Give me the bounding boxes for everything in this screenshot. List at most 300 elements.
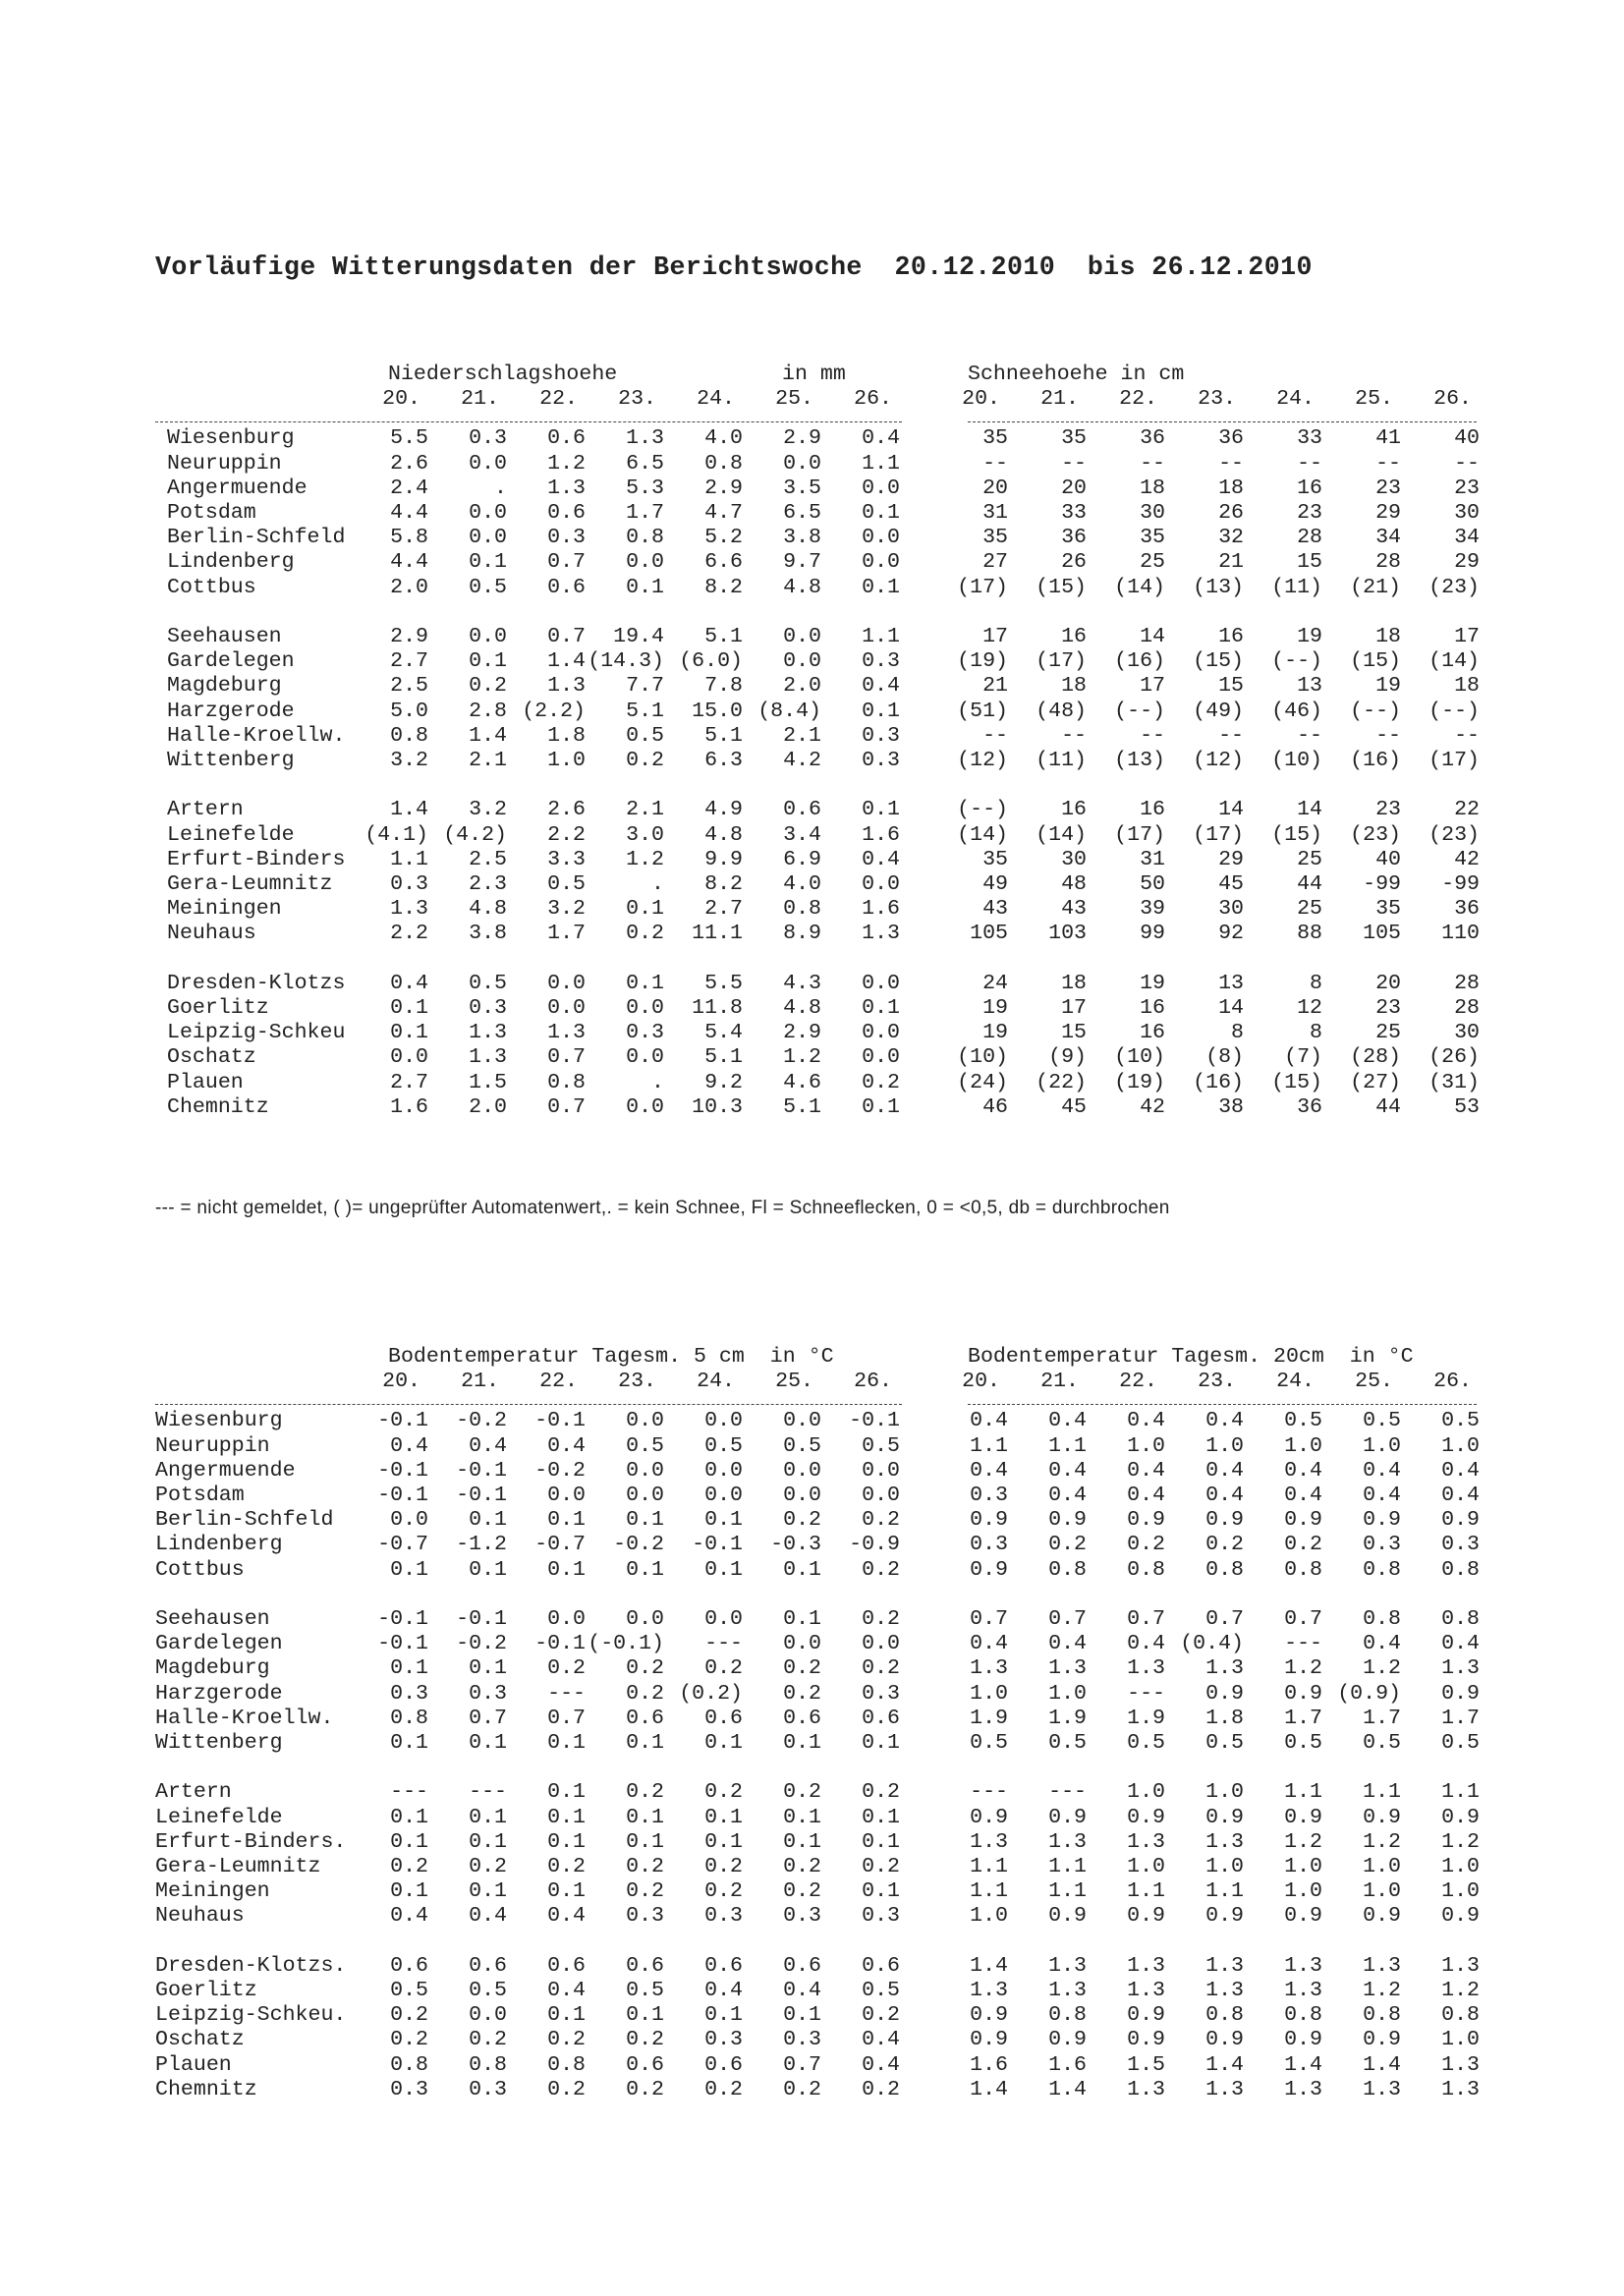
station-name: Dresden-Klotzs [167,971,346,995]
value-cell: 0.2 [862,1070,900,1094]
value-cell: 1.1 [1441,1780,1480,1805]
value-cell: 26 [1061,550,1087,575]
value-cell: 1.2 [1363,1979,1401,2002]
value-cell: (--) [1271,649,1322,674]
value-cell: 15 [1297,550,1322,575]
station-name: Neuruppin [167,451,282,476]
station-name: Cottbus [167,575,256,599]
value-cell: 0.1 [390,1805,428,1829]
value-cell: 0.2 [783,1879,821,1904]
value-cell: (23) [1428,822,1480,847]
value-cell: 1.3 [970,1656,1008,1681]
value-cell: 25 [1297,847,1322,871]
day-label: 20. [962,1370,1000,1394]
value-cell: 1.3 [1048,1953,1087,1978]
station-name: Wiesenburg [155,1409,283,1433]
value-cell: 3.2 [547,897,586,922]
value-cell: 0.5 [1441,1731,1480,1755]
value-cell: 0.1 [390,1021,428,1045]
table-row [0,526,1624,550]
value-cell: 0.2 [704,1780,743,1805]
value-cell: 1.2 [1284,1829,1322,1854]
value-cell: 0.2 [862,1607,900,1631]
value-cell: 17 [1454,625,1480,648]
value-cell: 0.1 [626,1557,664,1582]
value-cell: 0.1 [547,1557,586,1582]
value-cell: 31 [1140,847,1165,871]
value-cell: 1.6 [862,822,900,847]
table-row [0,625,1624,649]
value-cell: 1.1 [1205,1879,1244,1904]
day-label: 26. [854,387,892,412]
value-cell: (24) [957,1070,1008,1094]
value-cell: 1.1 [862,451,900,476]
value-cell: 0.2 [626,1879,664,1904]
table-row [0,1558,1624,1583]
value-cell: 0.0 [626,550,664,575]
value-cell: 0.9 [1363,1805,1401,1829]
value-cell: 20 [1375,971,1401,995]
value-cell: 0.1 [862,575,900,599]
value-cell: -- [1297,451,1322,476]
value-cell: 0.0 [862,526,900,550]
value-cell: 32 [1218,526,1244,550]
value-cell: 10.3 [692,1094,743,1119]
left-group-header: Bodentemperatur Tagesm. 5 cm in °C [388,1345,834,1369]
value-cell: 1.3 [1127,1656,1165,1681]
value-cell: 0.2 [1205,1533,1244,1557]
value-cell: 0.2 [704,1879,743,1904]
value-cell: (8) [1205,1045,1244,1070]
value-cell: 0.9 [1127,1904,1165,1929]
value-cell: 25 [1297,897,1322,922]
value-cell: 0.1 [783,1731,821,1755]
value-cell: 0.8 [1284,1557,1322,1582]
value-cell: --- [1048,1780,1087,1805]
value-cell: 110 [1441,922,1480,946]
table-row [0,1071,1624,1095]
value-cell: 17 [1061,996,1087,1020]
value-cell: 29 [1218,847,1244,871]
value-cell: 0.1 [547,2003,586,2028]
value-cell: (12) [1193,749,1244,772]
station-name: Artern [155,1780,232,1805]
day-label: 22. [1119,1370,1157,1394]
value-cell: 35 [1140,526,1165,550]
value-cell: (23) [1428,575,1480,599]
value-cell: (15) [1193,649,1244,674]
day-label: 23. [618,387,656,412]
station-name: Neuhaus [155,1904,245,1929]
table-row [0,501,1624,526]
value-cell: 0.2 [390,1855,428,1878]
value-cell: 0.9 [970,1508,1008,1533]
value-cell: 0.1 [547,1805,586,1829]
value-cell: 1.6 [970,2052,1008,2077]
value-cell: 0.3 [862,649,900,674]
station-name: Erfurt-Binders [167,847,346,871]
value-cell: 1.3 [1127,1953,1165,1978]
table-row [0,848,1624,872]
table-row [0,1484,1624,1508]
value-cell: 0.0 [862,1458,900,1483]
value-cell: 20 [982,476,1008,500]
value-cell: 4.9 [704,798,743,822]
value-cell: 0.2 [626,1855,664,1878]
station-name: Potsdam [155,1484,245,1507]
value-cell: 35 [982,426,1008,451]
value-cell: 0.1 [626,1805,664,1829]
value-cell: (22) [1036,1070,1087,1094]
value-cell: 0.4 [469,1433,507,1458]
value-cell: 0.3 [783,2028,821,2052]
value-cell: (14) [1428,649,1480,674]
value-cell: 0.4 [862,2052,900,2077]
value-cell: (23) [1350,822,1401,847]
value-cell: 2.9 [783,426,821,451]
value-cell: 1.3 [1284,1953,1322,1978]
value-cell: 0.2 [704,1855,743,1878]
value-cell: -0.1 [377,1409,428,1433]
value-cell: 4.8 [469,897,507,922]
day-label: 23. [1198,1370,1236,1394]
value-cell: 1.3 [1284,1979,1322,2002]
value-cell: 40 [1454,426,1480,451]
value-cell: 0.5 [626,723,664,748]
value-cell: 1.2 [783,1045,821,1070]
station-name: Magdeburg [167,674,282,699]
value-cell: 1.7 [1284,1706,1322,1730]
left-group-header: Niederschlagshoehe [388,363,618,386]
value-cell: 30 [1454,1021,1480,1045]
value-cell: (14) [1036,822,1087,847]
value-cell: 0.1 [469,1829,507,1854]
value-cell: --- [1127,1681,1165,1706]
value-cell: 28 [1297,526,1322,550]
value-cell: 1.1 [970,1879,1008,1904]
value-cell: 3.3 [547,847,586,871]
value-cell: 3.2 [390,749,428,772]
value-cell: 0.3 [626,1904,664,1929]
value-cell: 1.2 [1363,1829,1401,1854]
value-cell: 23 [1375,996,1401,1020]
value-cell: 1.3 [1205,1979,1244,2002]
value-cell: 0.1 [626,575,664,599]
day-header-row [0,387,1624,412]
value-cell: 45 [1061,1094,1087,1119]
value-cell: 0.2 [783,1656,821,1681]
value-cell: -0.9 [849,1533,900,1557]
table-row [0,1045,1624,1070]
value-cell: 0.2 [547,2028,586,2052]
value-cell: 0.8 [1048,1557,1087,1582]
value-cell: . [651,872,664,896]
value-cell: 0.8 [469,2052,507,2077]
value-cell: 20 [1061,476,1087,500]
value-cell: (10) [1271,749,1322,772]
value-cell: 0.4 [1127,1458,1165,1483]
value-cell: -- [1297,723,1322,748]
value-cell: 1.3 [1205,2077,1244,2101]
station-name: Seehausen [155,1607,270,1631]
value-cell: 0.2 [862,1508,900,1533]
value-cell: 0.6 [547,1953,586,1978]
value-cell: 1.3 [1441,1656,1480,1681]
value-cell: 36 [1140,426,1165,451]
day-label: 22. [539,1370,578,1394]
value-cell: (15) [1271,1070,1322,1094]
value-cell: 0.4 [1363,1632,1401,1656]
value-cell: 5.1 [783,1094,821,1119]
table-row [0,1021,1624,1045]
value-cell: 0.3 [704,1904,743,1929]
value-cell: . [651,1070,664,1094]
value-cell: 0.5 [1363,1731,1401,1755]
table-row [0,1904,1624,1929]
value-cell: 0.9 [1441,1681,1480,1706]
value-cell: 1.3 [626,426,664,451]
value-cell: 1.4 [390,798,428,822]
value-cell: 0.1 [626,1829,664,1854]
station-name: Lindenberg [155,1533,283,1557]
value-cell: -0.2 [456,1632,507,1656]
day-header-row [0,1370,1624,1394]
table-row [0,2028,1624,2052]
value-cell: 0.7 [547,1045,586,1070]
value-cell: 0.4 [862,674,900,699]
value-cell: 0.3 [390,1681,428,1706]
station-name: Leinefelde [167,822,295,847]
table-row [0,550,1624,575]
value-cell: 17 [1140,674,1165,699]
day-label: 26. [1433,387,1472,412]
value-cell: 0.6 [704,2052,743,2077]
value-cell: 18 [1140,476,1165,500]
value-cell: 0.0 [783,1484,821,1507]
value-cell: 1.8 [547,723,586,748]
value-cell: 34 [1375,526,1401,550]
value-cell: 1.3 [1048,1656,1087,1681]
station-name: Plauen [155,2052,232,2077]
value-cell: 0.6 [626,1706,664,1730]
value-cell: 1.3 [1441,1953,1480,1978]
value-cell: (--) [1114,699,1165,723]
value-cell: 0.7 [1205,1607,1244,1631]
value-cell: 40 [1375,847,1401,871]
table-row [0,1954,1624,1979]
value-cell: 0.1 [862,1879,900,1904]
value-cell: 0.2 [862,2003,900,2028]
value-cell: 23 [1454,476,1480,500]
value-cell: 0.2 [547,1855,586,1878]
value-cell: 0.0 [626,1607,664,1631]
value-cell: -99 [1441,872,1480,896]
value-cell: 15.0 [692,699,743,723]
value-cell: 8.9 [783,922,821,946]
value-cell: 19.4 [613,625,664,648]
value-cell: -- [982,723,1008,748]
station-name: Erfurt-Binders. [155,1829,347,1854]
value-cell: 0.8 [1441,1607,1480,1631]
value-cell: 0.9 [1205,1904,1244,1929]
value-cell: 0.1 [547,1879,586,1904]
value-cell: 7.7 [626,674,664,699]
value-cell: 0.0 [626,1045,664,1070]
value-cell: 42 [1140,1094,1165,1119]
value-cell: 0.6 [783,798,821,822]
value-cell: -0.1 [456,1484,507,1507]
value-cell: 0.0 [390,1508,428,1533]
value-cell: 1.7 [1363,1706,1401,1730]
value-cell: 0.0 [547,1607,586,1631]
value-cell: 16 [1140,798,1165,822]
value-cell: 44 [1375,1094,1401,1119]
value-cell: 1.2 [1284,1656,1322,1681]
value-cell: 0.2 [469,1855,507,1878]
right-group-header: Bodentemperatur Tagesm. 20cm in °C [968,1345,1414,1369]
value-cell: 1.7 [1441,1706,1480,1730]
value-cell: 0.6 [547,575,586,599]
value-cell: (46) [1271,699,1322,723]
value-cell: 42 [1454,847,1480,871]
value-cell: -- [1140,723,1165,748]
value-cell: 0.1 [704,1829,743,1854]
table-row [0,1632,1624,1656]
value-cell: -- [1454,451,1480,476]
value-cell: 0.4 [1363,1484,1401,1507]
value-cell: 1.1 [862,625,900,648]
value-cell: 0.1 [862,501,900,525]
value-cell: 0.1 [469,1805,507,1829]
value-cell: 31 [982,501,1008,525]
value-cell: 0.5 [547,872,586,896]
value-cell: 0.7 [547,1094,586,1119]
value-cell: 9.2 [704,1070,743,1094]
value-cell: 5.2 [704,526,743,550]
value-cell: 1.1 [390,847,428,871]
divider-line [968,1404,1477,1405]
value-cell: 0.9 [1284,2028,1322,2052]
value-cell: 0.2 [862,1656,900,1681]
value-cell: 0.4 [862,2028,900,2052]
value-cell: (7) [1284,1045,1322,1070]
value-cell: 0.1 [547,1829,586,1854]
value-cell: (10) [1114,1045,1165,1070]
value-cell: 0.5 [469,1979,507,2002]
value-cell: 0.9 [1363,1904,1401,1929]
value-cell: 1.0 [1441,2028,1480,2052]
table-row [0,674,1624,699]
table-row [0,426,1624,451]
value-cell: -- [1218,723,1244,748]
value-cell: 0.0 [626,1094,664,1119]
value-cell: 0.8 [547,2052,586,2077]
value-cell: 0.2 [1284,1533,1322,1557]
value-cell: 13 [1297,674,1322,699]
value-cell: 5.1 [626,699,664,723]
value-cell: 5.5 [704,971,743,995]
value-cell: 99 [1140,922,1165,946]
station-name: Gardelegen [167,649,295,674]
value-cell: --- [469,1780,507,1805]
value-cell: 0.9 [970,1805,1008,1829]
day-label: 24. [697,387,735,412]
value-cell: 0.5 [469,575,507,599]
value-cell: 16 [1140,996,1165,1020]
value-cell: 1.2 [1363,1656,1401,1681]
station-name: Oschatz [167,1045,256,1070]
value-cell: 48 [1061,872,1087,896]
value-cell: 5.3 [626,476,664,500]
value-cell: 0.6 [626,1953,664,1978]
value-cell: -0.7 [377,1533,428,1557]
value-cell: 0.5 [1048,1731,1087,1755]
value-cell: 0.1 [469,550,507,575]
value-cell: 0.9 [1127,2028,1165,2052]
value-cell: 0.5 [970,1731,1008,1755]
value-cell: 15 [1061,1021,1087,1045]
value-cell: 1.0 [1205,1855,1244,1878]
value-cell: 4.0 [704,426,743,451]
value-cell: 0.0 [626,1409,664,1433]
value-cell: 1.0 [1363,1855,1401,1878]
value-cell: (13) [1193,575,1244,599]
value-cell: 14 [1297,798,1322,822]
value-cell: 1.0 [1284,1855,1322,1878]
value-cell: 1.8 [1205,1706,1244,1730]
value-cell: 2.2 [390,922,428,946]
value-cell: 0.7 [469,1706,507,1730]
value-cell: 0.8 [390,2052,428,2077]
value-cell: 0.9 [1048,1805,1087,1829]
station-name: Harzgerode [155,1681,283,1706]
value-cell: 0.3 [390,872,428,896]
value-cell: 0.4 [1441,1458,1480,1483]
value-cell: 18 [1454,674,1480,699]
value-cell: 1.0 [1205,1433,1244,1458]
value-cell: (2.2) [522,699,586,723]
value-cell: -0.1 [534,1632,586,1656]
value-cell: 35 [982,526,1008,550]
value-cell: 1.0 [1363,1879,1401,1904]
value-cell: 26 [1218,501,1244,525]
value-cell: 0.7 [1048,1607,1087,1631]
table-row [0,2053,1624,2078]
value-cell: 1.3 [862,922,900,946]
value-cell: -- [1375,451,1401,476]
value-cell: 0.4 [469,1904,507,1929]
value-cell: 0.4 [1284,1484,1322,1507]
value-cell: -0.3 [770,1533,821,1557]
value-cell: 11.8 [692,996,743,1020]
value-cell: 14 [1218,798,1244,822]
value-cell: 0.4 [783,1979,821,2002]
value-cell: (--) [1428,699,1480,723]
value-cell: (13) [1114,749,1165,772]
value-cell: 0.8 [547,1070,586,1094]
value-cell: (17) [1428,749,1480,772]
value-cell: 36 [1061,526,1087,550]
value-cell: 1.4 [1284,2052,1322,2077]
value-cell: 0.4 [1127,1409,1165,1433]
value-cell: (19) [1114,1070,1165,1094]
table-row [0,700,1624,724]
value-cell: 0.8 [626,526,664,550]
table-row [0,1979,1624,2003]
value-cell: 0.5 [862,1979,900,2002]
value-cell: (51) [957,699,1008,723]
value-cell: 2.9 [390,625,428,648]
